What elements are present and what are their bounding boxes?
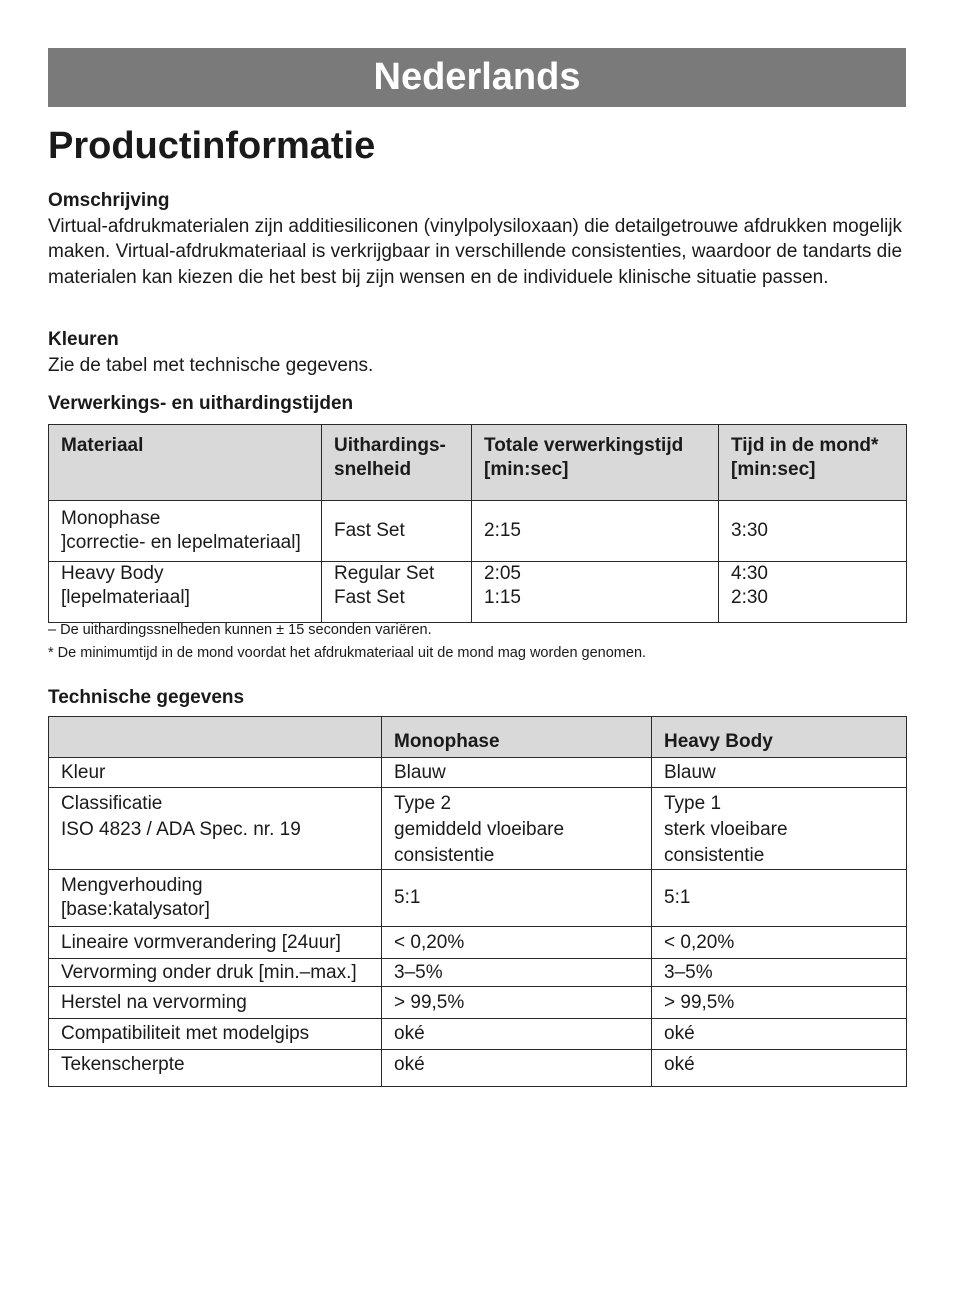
table-cell: Tekenscherpte xyxy=(49,1050,382,1087)
table-cell: Lineaire vormverandering [24uur] xyxy=(49,927,382,959)
colors-text: Zie de tabel met technische gegevens. xyxy=(48,354,374,376)
table-cell: 5:1 xyxy=(652,870,907,927)
table-cell: 5:1 xyxy=(382,870,652,927)
table-header-row xyxy=(49,717,907,758)
table-header-row xyxy=(49,425,907,501)
colors-section xyxy=(48,327,906,378)
table-cell: < 0,20% xyxy=(652,927,907,959)
table-row xyxy=(49,927,907,959)
table-cell: < 0,20% xyxy=(382,927,652,959)
table-cell: Mengverhouding [base:katalysator] xyxy=(49,870,382,927)
table-row xyxy=(49,758,907,788)
table-cell: Regular Set Fast Set xyxy=(322,562,472,623)
footnote: * De minimumtijd in de mond voordat het afdrukmateriaal uit de mond mag worden genomen. xyxy=(48,645,647,661)
processing-times-table xyxy=(48,424,907,623)
table-cell: > 99,5% xyxy=(652,987,907,1019)
times-heading: Verwerkings- en uithardingstijden xyxy=(48,393,354,414)
description-text: Virtual-afdrukmaterialen zijn additiesiliconen (vinylpolysiloxaan) die detailgetrouwe afdrukken mogelijk maken. Virtual-afdrukmateriaal is verkrijgbaar in verschillende consistenties, waardoor de tandarts die materialen kan kiezen die het best bij zijn wensen en de individuele klinische situatie passen. xyxy=(48,215,903,288)
header-setting-speed: Uithardings- snelheid xyxy=(322,425,472,501)
table-row xyxy=(49,501,907,562)
language-banner: Nederlands xyxy=(48,48,906,107)
table-row xyxy=(49,870,907,927)
tech-heading: Technische gegevens xyxy=(48,687,245,708)
table-cell: Fast Set xyxy=(322,501,472,562)
table-row xyxy=(49,959,907,987)
table-cell: 3–5% xyxy=(652,959,907,987)
table-cell: Type 1 sterk vloeibare consistentie xyxy=(652,788,907,870)
header-empty xyxy=(49,717,382,758)
header-heavy-body: Heavy Body xyxy=(652,717,907,758)
table-cell: 4:30 2:30 xyxy=(719,562,907,623)
table-row xyxy=(49,788,907,870)
table-cell: 2:05 1:15 xyxy=(472,562,719,623)
description-section xyxy=(48,188,906,290)
table-cell: oké xyxy=(652,1050,907,1087)
table-cell: Kleur xyxy=(49,758,382,788)
table-footnotes xyxy=(48,619,646,665)
table-cell: 3:30 xyxy=(719,501,907,562)
page-title: Productinformatie xyxy=(48,125,376,167)
table-cell: Blauw xyxy=(652,758,907,788)
table-cell: 3–5% xyxy=(382,959,652,987)
table-row xyxy=(49,562,907,623)
table-cell: oké xyxy=(382,1019,652,1050)
table-cell: Herstel na vervorming xyxy=(49,987,382,1019)
header-material: Materiaal xyxy=(49,425,322,501)
table-row xyxy=(49,1050,907,1087)
table-cell: Classificatie ISO 4823 / ADA Spec. nr. 19 xyxy=(49,788,382,870)
table-cell: > 99,5% xyxy=(382,987,652,1019)
table-cell: Monophase ]correctie- en lepelmateriaal] xyxy=(49,501,322,562)
table-cell: Type 2 gemiddeld vloeibare consistentie xyxy=(382,788,652,870)
footnote: – De uithardingssnelheden kunnen ± 15 seconden variëren. xyxy=(48,622,432,638)
header-working-time: Totale verwerkingstijd [min:sec] xyxy=(472,425,719,501)
description-heading: Omschrijving xyxy=(48,190,170,211)
header-monophase: Monophase xyxy=(382,717,652,758)
table-cell: oké xyxy=(652,1019,907,1050)
table-row xyxy=(49,1019,907,1050)
table-cell: Vervorming onder druk [min.–max.] xyxy=(49,959,382,987)
table-row xyxy=(49,987,907,1019)
table-cell: 2:15 xyxy=(472,501,719,562)
header-mouth-time: Tijd in de mond* [min:sec] xyxy=(719,425,907,501)
table-cell: Heavy Body [lepelmateriaal] xyxy=(49,562,322,623)
table-cell: Compatibiliteit met modelgips xyxy=(49,1019,382,1050)
table-cell: oké xyxy=(382,1050,652,1087)
technical-data-table xyxy=(48,716,907,1087)
table-cell: Blauw xyxy=(382,758,652,788)
colors-heading: Kleuren xyxy=(48,329,119,350)
